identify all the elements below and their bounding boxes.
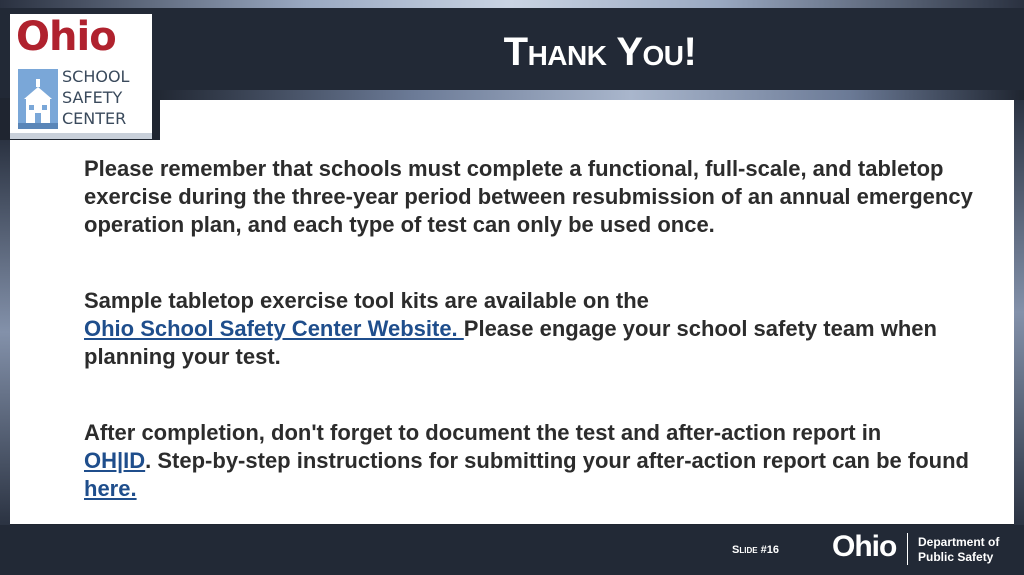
school-building-icon: [18, 69, 58, 129]
top-accent-stripe: [0, 0, 1024, 8]
footer-divider: [907, 533, 908, 565]
paragraph-tool-kits: [84, 287, 974, 371]
footer-ohio-wordmark: Ohio: [832, 530, 897, 563]
ohio-school-safety-center-logo: [10, 14, 152, 139]
safety-team-text: Please engage your school safety team when planning your test.: [84, 316, 937, 369]
dept-line-2: Public Safety: [918, 550, 994, 564]
logo-text: [62, 66, 129, 129]
slide-title: Thank You!: [503, 30, 697, 74]
slide-number: Slide #16: [732, 544, 779, 556]
logo-line-center: CENTER: [62, 109, 127, 128]
logo-line-school: SCHOOL: [62, 67, 130, 86]
paragraph-exercise-requirement: Please remember that schools must complete a functional, full-scale, and tabletop exercise during the three-year period between resubmission of an annual emergency operation plan, and each type of test can only be used once.: [84, 156, 973, 237]
right-edge-glow: [1014, 100, 1024, 525]
instructions-text: . Step-by-step instructions for submitting your after-action report can be found: [145, 448, 969, 473]
here-link[interactable]: here.: [84, 476, 137, 501]
dept-line-1: Department of: [918, 535, 1000, 549]
paragraph-after-action: [84, 419, 974, 503]
department-of-public-safety-label: [918, 535, 999, 565]
left-edge-glow: [0, 140, 10, 525]
ohid-link[interactable]: OH|ID: [84, 448, 146, 473]
logo-ohio-wordmark: Ohio: [16, 14, 116, 60]
logo-line-safety: SAFETY: [62, 88, 123, 107]
ohio-school-safety-center-website-link[interactable]: Ohio School Safety Center Website.: [84, 316, 464, 341]
tool-kits-text: Sample tabletop exercise tool kits are available on the: [84, 288, 649, 313]
after-completion-text: After completion, don't forget to document the test and after-action report in: [84, 420, 882, 445]
